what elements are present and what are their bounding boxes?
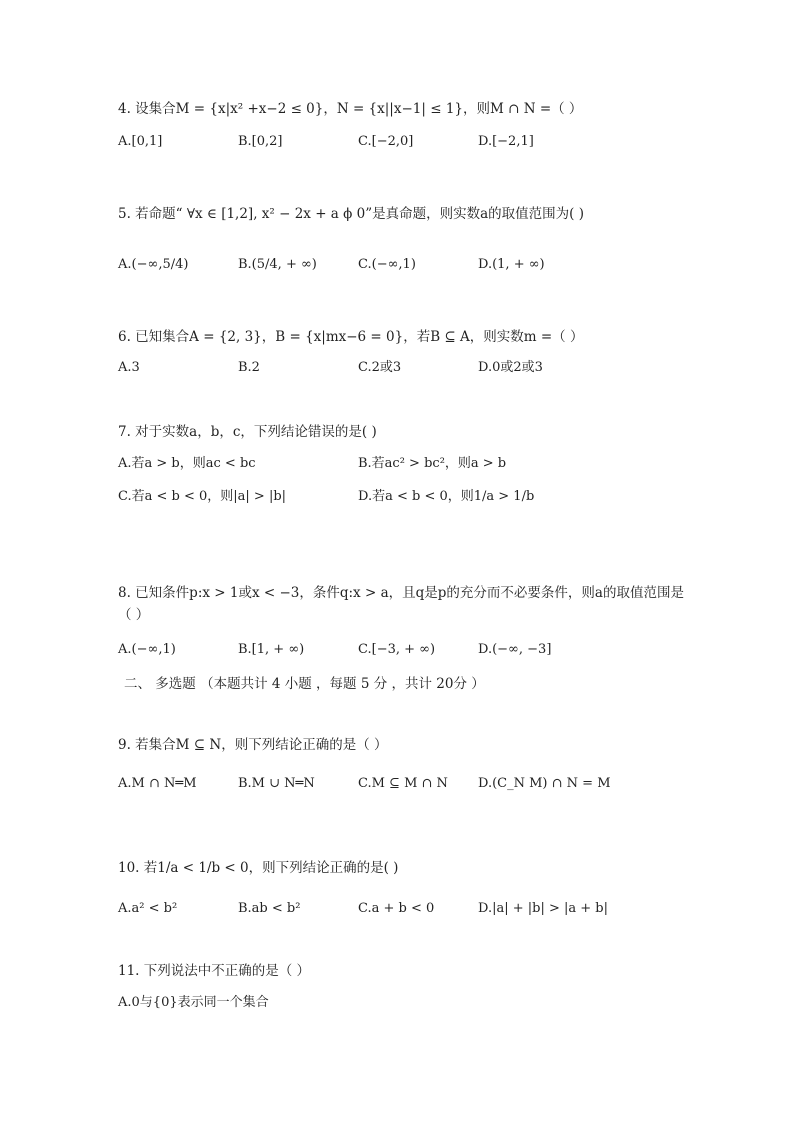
q4-option-d: D.[−2,1] — [478, 134, 534, 149]
question-11-stem: 11. 下列说法中不正确的是（ ） — [118, 963, 311, 979]
q10-option-c: C.a + b < 0 — [358, 901, 435, 916]
q6-option-a: A.3 — [118, 360, 140, 375]
q8-option-a: A.(−∞,1) — [118, 642, 176, 657]
q9-option-a: A.M ∩ N═M — [118, 776, 197, 791]
q8-option-d: D.(−∞, −3] — [478, 642, 552, 657]
question-4-stem: 4. 设集合M = {x|x² +x−2 ≤ 0}，N = {x||x−1| ≤ 1}，则M ∩ N =（ ） — [118, 101, 583, 117]
q7-option-a: A.若a > b，则ac < bc — [118, 456, 256, 471]
q6-option-c: C.2或3 — [358, 360, 402, 375]
question-9-stem: 9. 若集合M ⊆ N，则下列结论正确的是（ ） — [118, 737, 388, 753]
q4-option-c: C.[−2,0] — [358, 134, 414, 149]
section-2-heading: 二、 多选题 （本题共计 4 小题 ，每题 5 分 ，共计 20分 ） — [124, 676, 485, 692]
q11-option-a: A.0与{0}表示同一个集合 — [118, 995, 269, 1010]
q7-option-d: D.若a < b < 0，则1/a > 1/b — [358, 489, 535, 504]
q5-option-a: A.(−∞,5/4) — [118, 257, 189, 272]
question-5-stem: 5. 若命题“ ∀x ∈ [1,2], x² − 2x + a ϕ 0”是真命题，则实数a的取值范围为( ) — [118, 206, 584, 222]
q6-option-d: D.0或2或3 — [478, 360, 543, 375]
question-8-stem-continued: （ ） — [118, 607, 150, 623]
q5-option-c: C.(−∞,1) — [358, 257, 416, 272]
q4-option-b: B.[0,2] — [238, 134, 283, 149]
q5-option-b: B.(5/4, + ∞) — [238, 257, 317, 272]
question-7-stem: 7. 对于实数a，b，c，下列结论错误的是( ) — [118, 424, 377, 440]
question-6-stem: 6. 已知集合A = {2, 3}，B = {x|mx−6 = 0}，若B ⊆ A，则实数m =（ ） — [118, 329, 584, 345]
q4-option-a: A.[0,1] — [118, 134, 163, 149]
q9-option-b: B.M ∪ N═N — [238, 776, 315, 791]
question-8-stem: 8. 已知条件p:x > 1或x < −3，条件q:x > a，且q是p的充分而不必要条件，则a的取值范围是 — [118, 585, 684, 601]
q10-option-d: D.|a| + |b| > |a + b| — [478, 901, 608, 916]
q9-option-d: D.(C_N M) ∩ N = M — [478, 776, 611, 791]
q9-option-c: C.M ⊆ M ∩ N — [358, 776, 448, 791]
q7-option-b: B.若ac² > bc²，则a > b — [358, 456, 507, 471]
q7-option-c: C.若a < b < 0，则|a| > |b| — [118, 489, 287, 504]
q8-option-b: B.[1, + ∞) — [238, 642, 305, 657]
q8-option-c: C.[−3, + ∞) — [358, 642, 436, 657]
question-10-stem: 10. 若1/a < 1/b < 0，则下列结论正确的是( ) — [118, 860, 399, 876]
q6-option-b: B.2 — [238, 360, 260, 375]
q10-option-b: B.ab < b² — [238, 901, 301, 916]
q5-option-d: D.(1, + ∞) — [478, 257, 545, 272]
q10-option-a: A.a² < b² — [118, 901, 178, 916]
